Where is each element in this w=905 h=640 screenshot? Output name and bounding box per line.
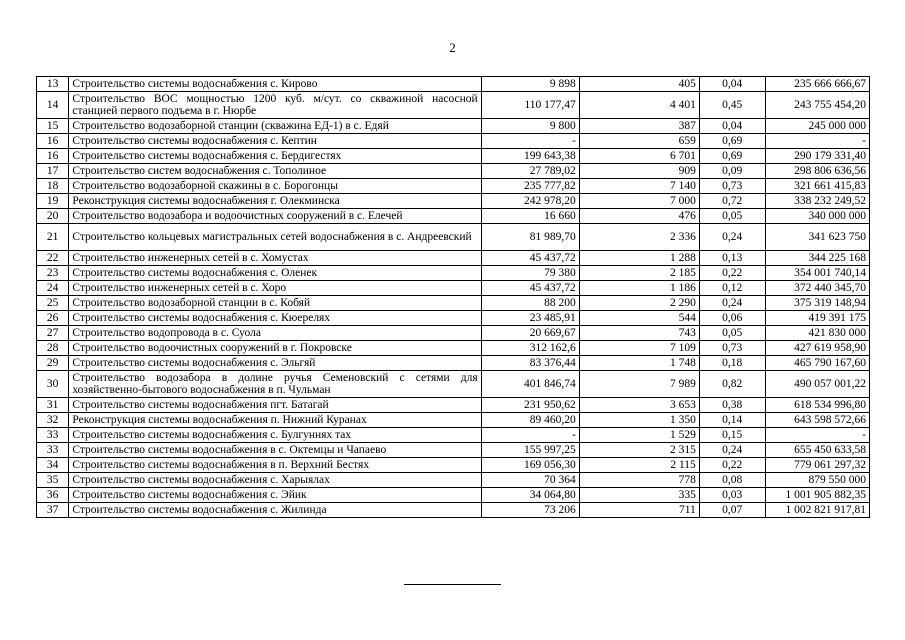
value-2-cell: 4 401 <box>579 92 699 119</box>
row-number-cell: 25 <box>37 296 69 311</box>
project-name-cell: Строительство кольцевых магистральных сетей водоснабжения в с. Андреевский <box>69 224 481 251</box>
value-2-cell: 1 186 <box>579 281 699 296</box>
table-row <box>37 488 870 503</box>
value-3-cell: 0,69 <box>699 149 765 164</box>
row-number-cell: 13 <box>37 77 69 92</box>
value-2-cell: 6 701 <box>579 149 699 164</box>
value-3-cell: 0,12 <box>699 281 765 296</box>
table-row <box>37 119 870 134</box>
row-number-cell: 36 <box>37 488 69 503</box>
value-1-cell: 16 660 <box>481 209 579 224</box>
row-number-cell: 30 <box>37 371 69 398</box>
project-name-cell: Строительство водоочистных сооружений в г. Покровске <box>69 341 481 356</box>
table-row <box>37 413 870 428</box>
project-name-cell: Строительство водозаборной станции (скважина ЕД-1) в с. Едяй <box>69 119 481 134</box>
table-row <box>37 209 870 224</box>
value-3-cell: 0,73 <box>699 341 765 356</box>
value-3-cell: 0,24 <box>699 296 765 311</box>
value-3-cell: 0,05 <box>699 326 765 341</box>
value-2-cell: 405 <box>579 77 699 92</box>
project-name-cell: Строительство системы водоснабжения с. Кюерелях <box>69 311 481 326</box>
row-number-cell: 31 <box>37 398 69 413</box>
table-row <box>37 224 870 251</box>
project-name-cell: Строительство системы водоснабжения пгт. Батагай <box>69 398 481 413</box>
table-row <box>37 194 870 209</box>
table-row <box>37 149 870 164</box>
value-2-cell: 1 350 <box>579 413 699 428</box>
row-number-cell: 24 <box>37 281 69 296</box>
row-number-cell: 33 <box>37 443 69 458</box>
value-1-cell: 83 376,44 <box>481 356 579 371</box>
value-3-cell: 0,06 <box>699 311 765 326</box>
value-3-cell: 0,72 <box>699 194 765 209</box>
value-3-cell: 0,22 <box>699 458 765 473</box>
value-2-cell: 544 <box>579 311 699 326</box>
value-2-cell: 659 <box>579 134 699 149</box>
project-name-cell: Строительство ВОС мощностью 1200 куб. м/сут. со скважиной насосной станцией первого подъема в г. Нюрбе <box>69 92 481 119</box>
project-name-cell: Строительство системы водоснабжения с. Булгуннях тах <box>69 428 481 443</box>
value-3-cell: 0,24 <box>699 443 765 458</box>
value-4-cell: 1 002 821 917,81 <box>765 503 869 518</box>
table-row <box>37 179 870 194</box>
projects-table-body <box>37 77 870 518</box>
value-4-cell: 235 666 666,67 <box>765 77 869 92</box>
table-row <box>37 398 870 413</box>
value-2-cell: 2 185 <box>579 266 699 281</box>
value-1-cell: - <box>481 428 579 443</box>
value-1-cell: 88 200 <box>481 296 579 311</box>
table-row <box>37 296 870 311</box>
table-row <box>37 251 870 266</box>
project-name-cell: Строительство системы водоснабжения с. Кирово <box>69 77 481 92</box>
value-1-cell: 231 950,62 <box>481 398 579 413</box>
row-number-cell: 33 <box>37 428 69 443</box>
project-name-cell: Строительство системы водоснабжения с. Эльгяй <box>69 356 481 371</box>
row-number-cell: 22 <box>37 251 69 266</box>
row-number-cell: 19 <box>37 194 69 209</box>
value-3-cell: 0,69 <box>699 134 765 149</box>
project-name-cell: Строительство системы водоснабжения с. Эйик <box>69 488 481 503</box>
project-name-cell: Строительство инженерных сетей в с. Хоро <box>69 281 481 296</box>
project-name-cell: Строительство системы водоснабжения в п. Верхний Бестях <box>69 458 481 473</box>
value-3-cell: 0,04 <box>699 119 765 134</box>
table-row <box>37 473 870 488</box>
value-2-cell: 743 <box>579 326 699 341</box>
value-2-cell: 2 290 <box>579 296 699 311</box>
project-name-cell: Строительство инженерных сетей в с. Хомустах <box>69 251 481 266</box>
value-4-cell: - <box>765 134 869 149</box>
row-number-cell: 34 <box>37 458 69 473</box>
value-4-cell: 344 225 168 <box>765 251 869 266</box>
project-name-cell: Строительство системы водоснабжения с. Кептин <box>69 134 481 149</box>
value-4-cell: 354 001 740,14 <box>765 266 869 281</box>
value-2-cell: 1 529 <box>579 428 699 443</box>
table-row <box>37 503 870 518</box>
project-name-cell: Строительство системы водоснабжения с. Бердигестях <box>69 149 481 164</box>
table-row <box>37 92 870 119</box>
value-3-cell: 0,15 <box>699 428 765 443</box>
value-1-cell: 9 898 <box>481 77 579 92</box>
value-2-cell: 3 653 <box>579 398 699 413</box>
value-4-cell: 340 000 000 <box>765 209 869 224</box>
value-1-cell: 23 485,91 <box>481 311 579 326</box>
value-1-cell: 9 800 <box>481 119 579 134</box>
row-number-cell: 20 <box>37 209 69 224</box>
row-number-cell: 18 <box>37 179 69 194</box>
value-1-cell: 169 056,30 <box>481 458 579 473</box>
value-2-cell: 7 140 <box>579 179 699 194</box>
value-2-cell: 778 <box>579 473 699 488</box>
value-3-cell: 0,07 <box>699 503 765 518</box>
value-4-cell: 427 619 958,90 <box>765 341 869 356</box>
value-2-cell: 7 989 <box>579 371 699 398</box>
row-number-cell: 21 <box>37 224 69 251</box>
table-row <box>37 428 870 443</box>
value-4-cell: 375 319 148,94 <box>765 296 869 311</box>
value-4-cell: 321 661 415,83 <box>765 179 869 194</box>
table-row <box>37 341 870 356</box>
table-row <box>37 326 870 341</box>
value-4-cell: 879 550 000 <box>765 473 869 488</box>
footnote-divider <box>404 584 501 585</box>
value-2-cell: 909 <box>579 164 699 179</box>
project-name-cell: Строительство системы водоснабжения с. Жилинда <box>69 503 481 518</box>
value-1-cell: 89 460,20 <box>481 413 579 428</box>
value-1-cell: 27 789,02 <box>481 164 579 179</box>
value-1-cell: 81 989,70 <box>481 224 579 251</box>
value-1-cell: 235 777,82 <box>481 179 579 194</box>
value-3-cell: 0,24 <box>699 224 765 251</box>
row-number-cell: 27 <box>37 326 69 341</box>
value-3-cell: 0,04 <box>699 77 765 92</box>
value-4-cell: 419 391 175 <box>765 311 869 326</box>
value-4-cell: 465 790 167,60 <box>765 356 869 371</box>
value-1-cell: 70 364 <box>481 473 579 488</box>
value-1-cell: 401 846,74 <box>481 371 579 398</box>
page-number: 2 <box>449 40 456 55</box>
value-2-cell: 2 315 <box>579 443 699 458</box>
projects-table <box>36 76 870 518</box>
value-4-cell: 779 061 297,32 <box>765 458 869 473</box>
row-number-cell: 16 <box>37 149 69 164</box>
row-number-cell: 37 <box>37 503 69 518</box>
table-row <box>37 311 870 326</box>
value-1-cell: 45 437,72 <box>481 251 579 266</box>
project-name-cell: Строительство водопровода в с. Суола <box>69 326 481 341</box>
value-1-cell: 79 380 <box>481 266 579 281</box>
value-2-cell: 1 288 <box>579 251 699 266</box>
project-name-cell: Строительство системы водоснабжения с. Харыялах <box>69 473 481 488</box>
value-1-cell: 155 997,25 <box>481 443 579 458</box>
table-row <box>37 371 870 398</box>
value-3-cell: 0,45 <box>699 92 765 119</box>
value-1-cell: 73 206 <box>481 503 579 518</box>
value-4-cell: 655 450 633,58 <box>765 443 869 458</box>
table-row <box>37 458 870 473</box>
project-name-cell: Реконструкция системы водоснабжения г. Олекминска <box>69 194 481 209</box>
value-2-cell: 476 <box>579 209 699 224</box>
value-1-cell: 199 643,38 <box>481 149 579 164</box>
table-row <box>37 77 870 92</box>
value-4-cell: 298 806 636,56 <box>765 164 869 179</box>
value-1-cell: 110 177,47 <box>481 92 579 119</box>
project-name-cell: Строительство системы водоснабжения с. Оленек <box>69 266 481 281</box>
project-name-cell: Строительство системы водоснабжения в с. Октемцы и Чапаево <box>69 443 481 458</box>
value-1-cell: 34 064,80 <box>481 488 579 503</box>
value-2-cell: 2 115 <box>579 458 699 473</box>
value-4-cell: 245 000 000 <box>765 119 869 134</box>
value-1-cell: 20 669,67 <box>481 326 579 341</box>
value-2-cell: 711 <box>579 503 699 518</box>
project-name-cell: Строительство водозабора в долине ручья Семеновский с сетями для хозяйственно-бытового водоснабжения в п. Чульман <box>69 371 481 398</box>
value-4-cell: 338 232 249,52 <box>765 194 869 209</box>
row-number-cell: 16 <box>37 134 69 149</box>
row-number-cell: 26 <box>37 311 69 326</box>
value-3-cell: 0,73 <box>699 179 765 194</box>
value-2-cell: 387 <box>579 119 699 134</box>
value-4-cell: 341 623 750 <box>765 224 869 251</box>
value-4-cell: - <box>765 428 869 443</box>
value-3-cell: 0,03 <box>699 488 765 503</box>
project-name-cell: Строительство водозаборной скажины в с. Борогонцы <box>69 179 481 194</box>
value-3-cell: 0,05 <box>699 209 765 224</box>
value-3-cell: 0,18 <box>699 356 765 371</box>
row-number-cell: 28 <box>37 341 69 356</box>
project-name-cell: Строительство водозаборной станции в с. Кобяй <box>69 296 481 311</box>
table-row <box>37 443 870 458</box>
value-4-cell: 290 179 331,40 <box>765 149 869 164</box>
value-3-cell: 0,38 <box>699 398 765 413</box>
row-number-cell: 15 <box>37 119 69 134</box>
table-row <box>37 266 870 281</box>
value-2-cell: 2 336 <box>579 224 699 251</box>
value-2-cell: 1 748 <box>579 356 699 371</box>
value-4-cell: 618 534 996,80 <box>765 398 869 413</box>
value-4-cell: 421 830 000 <box>765 326 869 341</box>
value-1-cell: - <box>481 134 579 149</box>
value-3-cell: 0,08 <box>699 473 765 488</box>
value-2-cell: 7 000 <box>579 194 699 209</box>
value-2-cell: 335 <box>579 488 699 503</box>
table-row <box>37 281 870 296</box>
row-number-cell: 17 <box>37 164 69 179</box>
value-4-cell: 243 755 454,20 <box>765 92 869 119</box>
value-1-cell: 45 437,72 <box>481 281 579 296</box>
value-4-cell: 372 440 345,70 <box>765 281 869 296</box>
value-4-cell: 643 598 572,66 <box>765 413 869 428</box>
value-4-cell: 490 057 001,22 <box>765 371 869 398</box>
value-3-cell: 0,22 <box>699 266 765 281</box>
value-3-cell: 0,14 <box>699 413 765 428</box>
row-number-cell: 14 <box>37 92 69 119</box>
value-3-cell: 0,09 <box>699 164 765 179</box>
value-1-cell: 312 162,6 <box>481 341 579 356</box>
row-number-cell: 23 <box>37 266 69 281</box>
value-1-cell: 242 978,20 <box>481 194 579 209</box>
row-number-cell: 35 <box>37 473 69 488</box>
row-number-cell: 29 <box>37 356 69 371</box>
table-row <box>37 356 870 371</box>
project-name-cell: Реконструкция системы водоснабжения п. Нижний Куранах <box>69 413 481 428</box>
project-name-cell: Строительство водозабора и водоочистных сооружений в с. Елечей <box>69 209 481 224</box>
table-row <box>37 164 870 179</box>
table-row <box>37 134 870 149</box>
row-number-cell: 32 <box>37 413 69 428</box>
value-3-cell: 0,82 <box>699 371 765 398</box>
value-2-cell: 7 109 <box>579 341 699 356</box>
value-4-cell: 1 001 905 882,35 <box>765 488 869 503</box>
project-name-cell: Строительство систем водоснабжения с. Тополиное <box>69 164 481 179</box>
value-3-cell: 0,13 <box>699 251 765 266</box>
